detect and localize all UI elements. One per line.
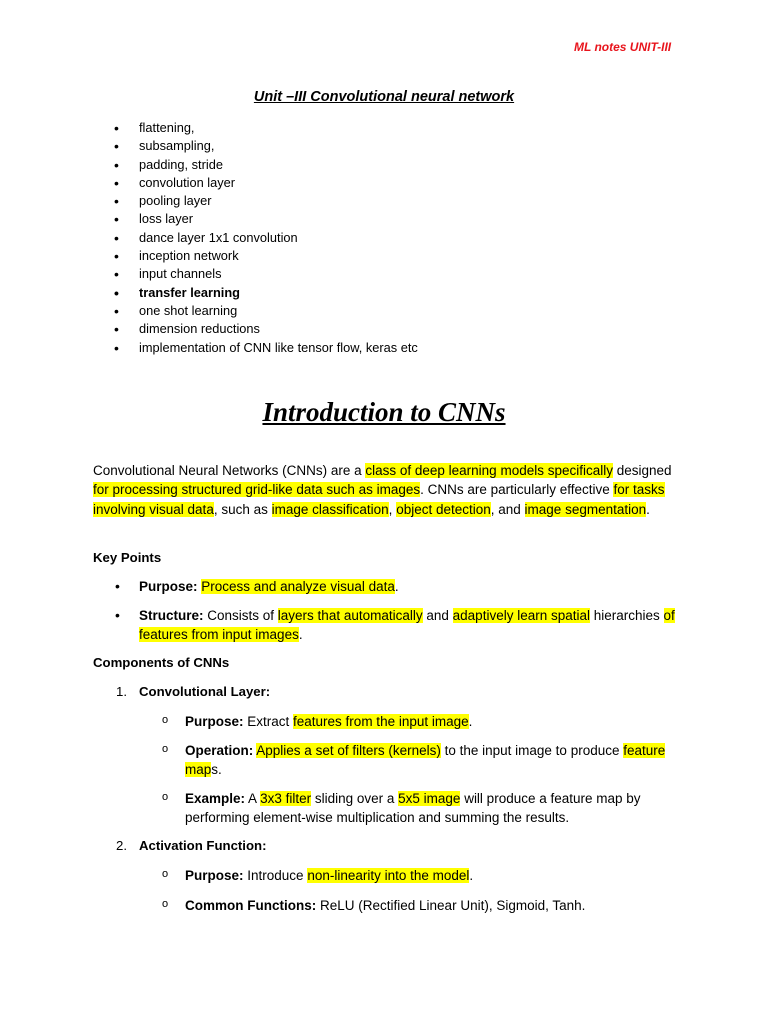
intro-title: Introduction to CNNs	[262, 397, 506, 427]
text: . CNNs are particularly effective	[420, 482, 614, 498]
label: Operation:	[185, 743, 254, 758]
conv-example	[185, 789, 675, 828]
text: Convolutional Neural Networks (CNNs) are a	[93, 463, 366, 478]
text: Extract	[243, 714, 294, 729]
text: .	[646, 501, 650, 517]
text: .	[469, 868, 474, 883]
key-point-structure	[139, 606, 679, 645]
highlight: layers that automatically	[277, 608, 423, 623]
activation-common	[185, 896, 675, 915]
label: Purpose:	[185, 868, 244, 883]
highlight: class of deep learning models specifically	[365, 463, 613, 478]
highlight: Process and analyze visual data	[201, 579, 395, 594]
label: Structure:	[139, 608, 204, 623]
list-item: • convolution layer	[0, 174, 418, 192]
text: sliding over a	[311, 791, 399, 806]
list-item: • dance layer 1x1 convolution	[0, 229, 418, 247]
item-title: Convolutional Layer:	[139, 684, 271, 699]
list-item: • input channels	[0, 265, 418, 283]
list-item: • pooling layer	[0, 192, 418, 210]
text: Consists of	[203, 608, 278, 623]
highlight: image classification	[271, 501, 389, 517]
highlight: object detection	[396, 501, 491, 517]
highlight: non-linearity into the model	[307, 868, 470, 883]
conv-operation	[185, 741, 675, 780]
text: .	[394, 579, 399, 594]
topic-list	[0, 119, 418, 357]
intro-paragraph	[93, 461, 673, 519]
highlight: image segmentation	[524, 501, 647, 517]
list-item: • dimension reductions	[0, 320, 418, 338]
text: .	[468, 714, 473, 729]
list-item: • one shot learning	[0, 302, 418, 320]
key-point-purpose	[139, 577, 679, 596]
text: ReLU (Rectified Linear Unit), Sigmoid, Tanh.	[316, 898, 586, 913]
text: , and	[490, 501, 525, 517]
components-heading: Components of CNNs	[93, 655, 230, 670]
text: Introduce	[243, 868, 308, 883]
text: .	[298, 627, 303, 643]
label: Purpose:	[185, 714, 244, 729]
text: A	[245, 791, 261, 806]
highlight: feature map	[185, 743, 666, 778]
item-number: 2.	[116, 838, 127, 853]
text: and	[422, 608, 453, 623]
text: s.	[211, 762, 222, 778]
highlight: 3x3 filter	[260, 791, 312, 806]
highlight: for processing structured grid-like data such as images	[93, 482, 421, 498]
text: hierarchies	[590, 608, 664, 623]
component-activation	[116, 838, 267, 853]
header-note: ML notes UNIT-III	[574, 40, 672, 54]
highlight: features from the input image	[293, 714, 469, 729]
text: to the input image to produce	[440, 743, 624, 758]
list-item: • inception network	[0, 247, 418, 265]
list-item: • transfer learning	[0, 284, 418, 302]
text: , such as	[213, 501, 272, 517]
label: Purpose:	[139, 579, 198, 594]
list-item: • implementation of CNN like tensor flow, keras etc	[0, 339, 418, 357]
text: designed	[613, 463, 672, 478]
key-points-heading: Key Points	[93, 550, 162, 565]
label: Example:	[185, 791, 246, 806]
label: Common Functions:	[185, 898, 317, 913]
activation-purpose	[185, 866, 675, 885]
list-item: • padding, stride	[0, 156, 418, 174]
highlight: 5x5 image	[398, 791, 461, 806]
highlight: of features from input images	[139, 608, 675, 643]
text: will produce a feature map by performing element-wise multiplication and summing the results.	[185, 791, 641, 826]
list-item: • loss layer	[0, 210, 418, 228]
highlight: Applies a set of filters (kernels)	[256, 743, 441, 758]
component-conv-layer	[116, 684, 271, 699]
highlight: for tasks involving visual data	[93, 482, 665, 517]
list-item: • flattening,	[0, 119, 418, 137]
conv-purpose	[185, 712, 675, 731]
list-item: • subsampling,	[0, 137, 418, 155]
highlight: adaptively learn spatial	[452, 608, 590, 623]
item-number: 1.	[116, 684, 127, 699]
item-title: Activation Function:	[139, 838, 267, 853]
text: ,	[388, 501, 397, 517]
unit-title: Unit –III Convolutional neural network	[253, 89, 515, 105]
